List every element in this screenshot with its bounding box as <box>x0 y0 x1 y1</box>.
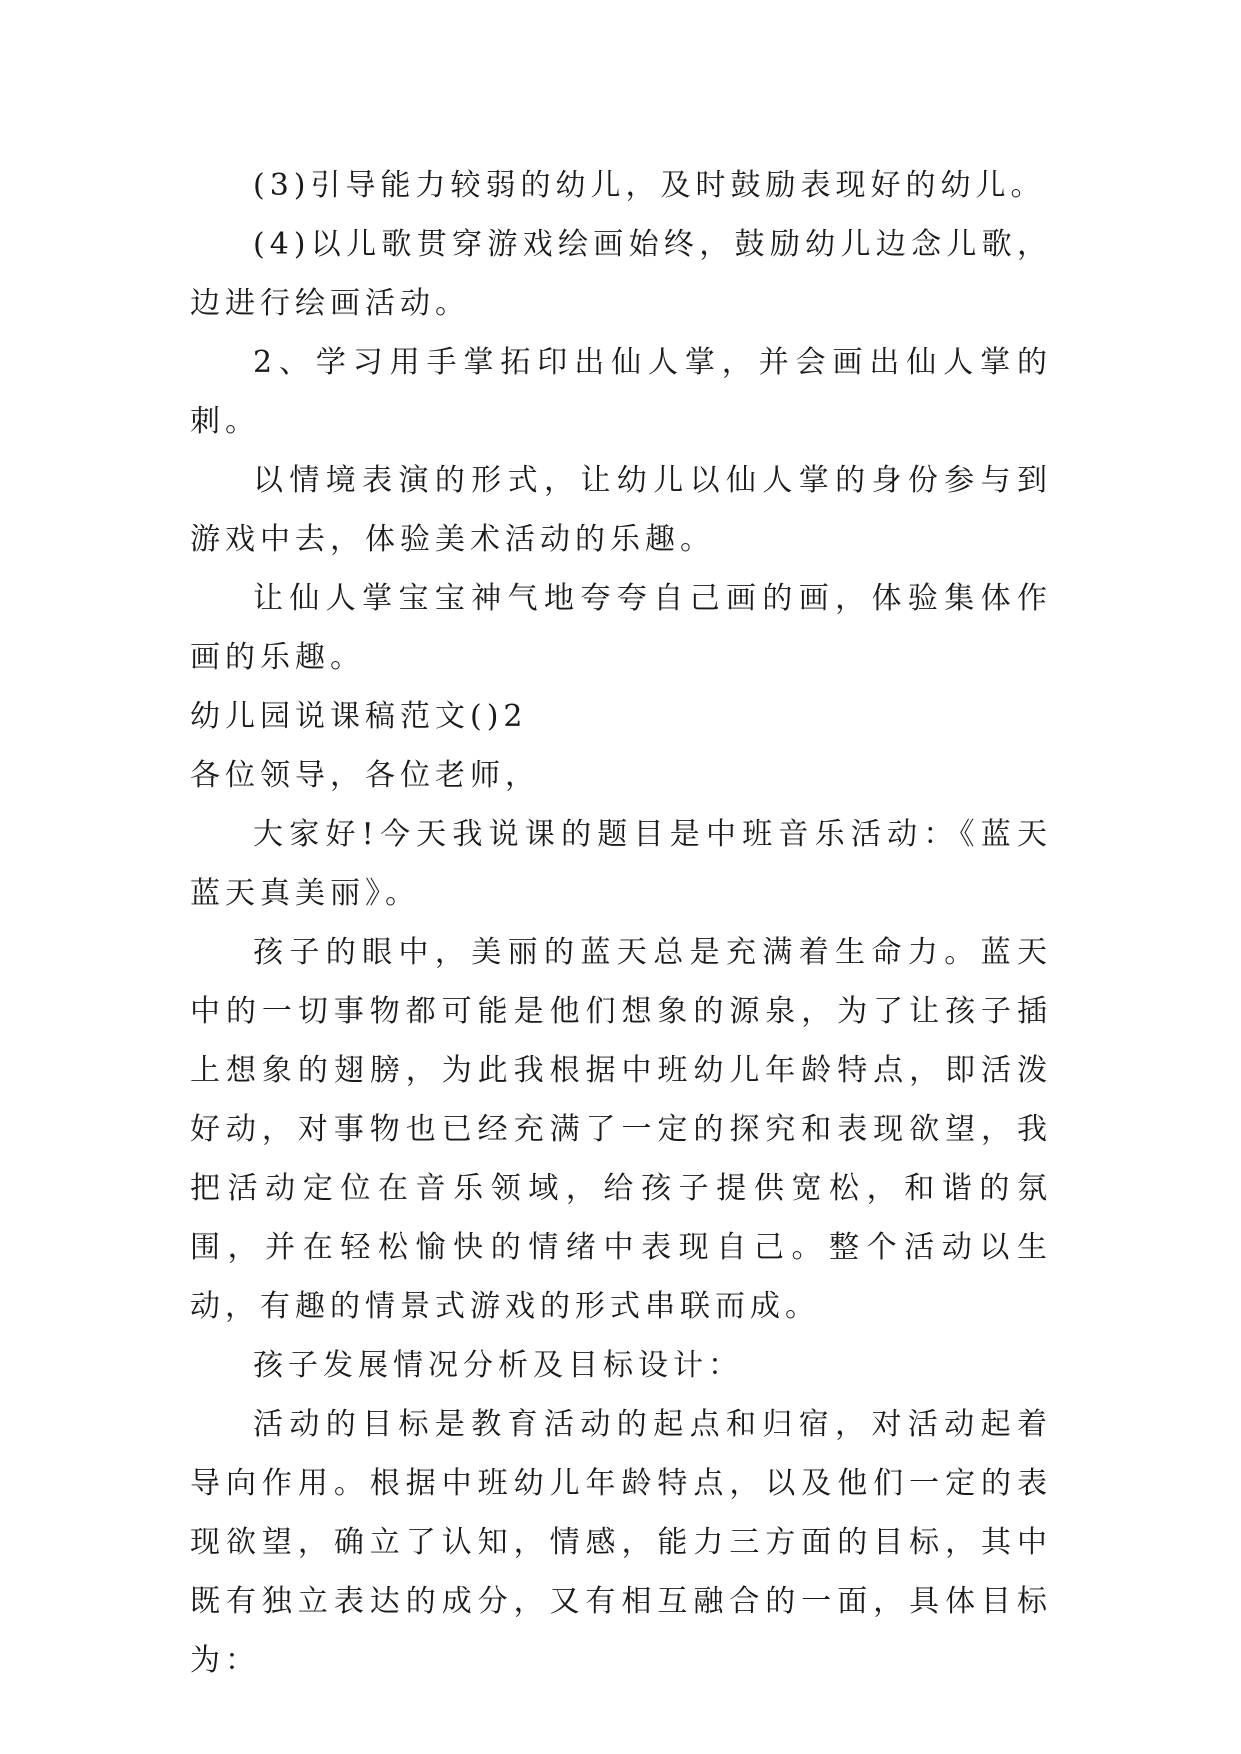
paragraph: (4)以儿歌贯穿游戏绘画始终，鼓励幼儿边念儿歌，边进行绘画活动。 <box>190 227 1052 321</box>
section-title: 幼儿园说课稿范文()2 <box>190 699 528 734</box>
paragraph: 大家好!今天我说课的题目是中班音乐活动：《蓝天蓝天真美丽》。 <box>190 817 1052 911</box>
paragraph: 以情境表演的形式，让幼儿以仙人掌的身份参与到游戏中去，体验美术活动的乐趣。 <box>190 463 1052 557</box>
subheading: 孩子发展情况分析及目标设计： <box>253 1348 743 1383</box>
paragraph: 孩子的眼中，美丽的蓝天总是充满着生命力。蓝天中的一切事物都可能是他们想象的源泉，为了让孩子插上想象的翅膀，为此我根据中班幼儿年龄特点，即活泼好动，对事物也已经充满了一定的探究和表现欲望，我把活动定位在音乐领域，给孩子提供宽松，和谐的氛围，并在轻松愉快的情绪中表现自己。整个活动以生动，有趣的情景式游戏的形式串联而成。 <box>190 935 1052 1324</box>
document-body <box>190 156 1052 1690</box>
paragraph: 2、学习用手掌拓印出仙人掌，并会画出仙人掌的刺。 <box>190 345 1052 439</box>
salutation: 各位领导，各位老师， <box>190 758 540 793</box>
paragraph: 让仙人掌宝宝神气地夸夸自己画的画，体验集体作画的乐趣。 <box>190 581 1052 675</box>
paragraph: (3)引导能力较弱的幼儿，及时鼓励表现好的幼儿。 <box>253 168 1046 203</box>
paragraph: 活动的目标是教育活动的起点和归宿，对活动起着导向作用。根据中班幼儿年龄特点，以及他们一定的表现欲望，确立了认知，情感，能力三方面的目标，其中既有独立表达的成分，又有相互融合的一面，具体目标为： <box>190 1407 1052 1678</box>
